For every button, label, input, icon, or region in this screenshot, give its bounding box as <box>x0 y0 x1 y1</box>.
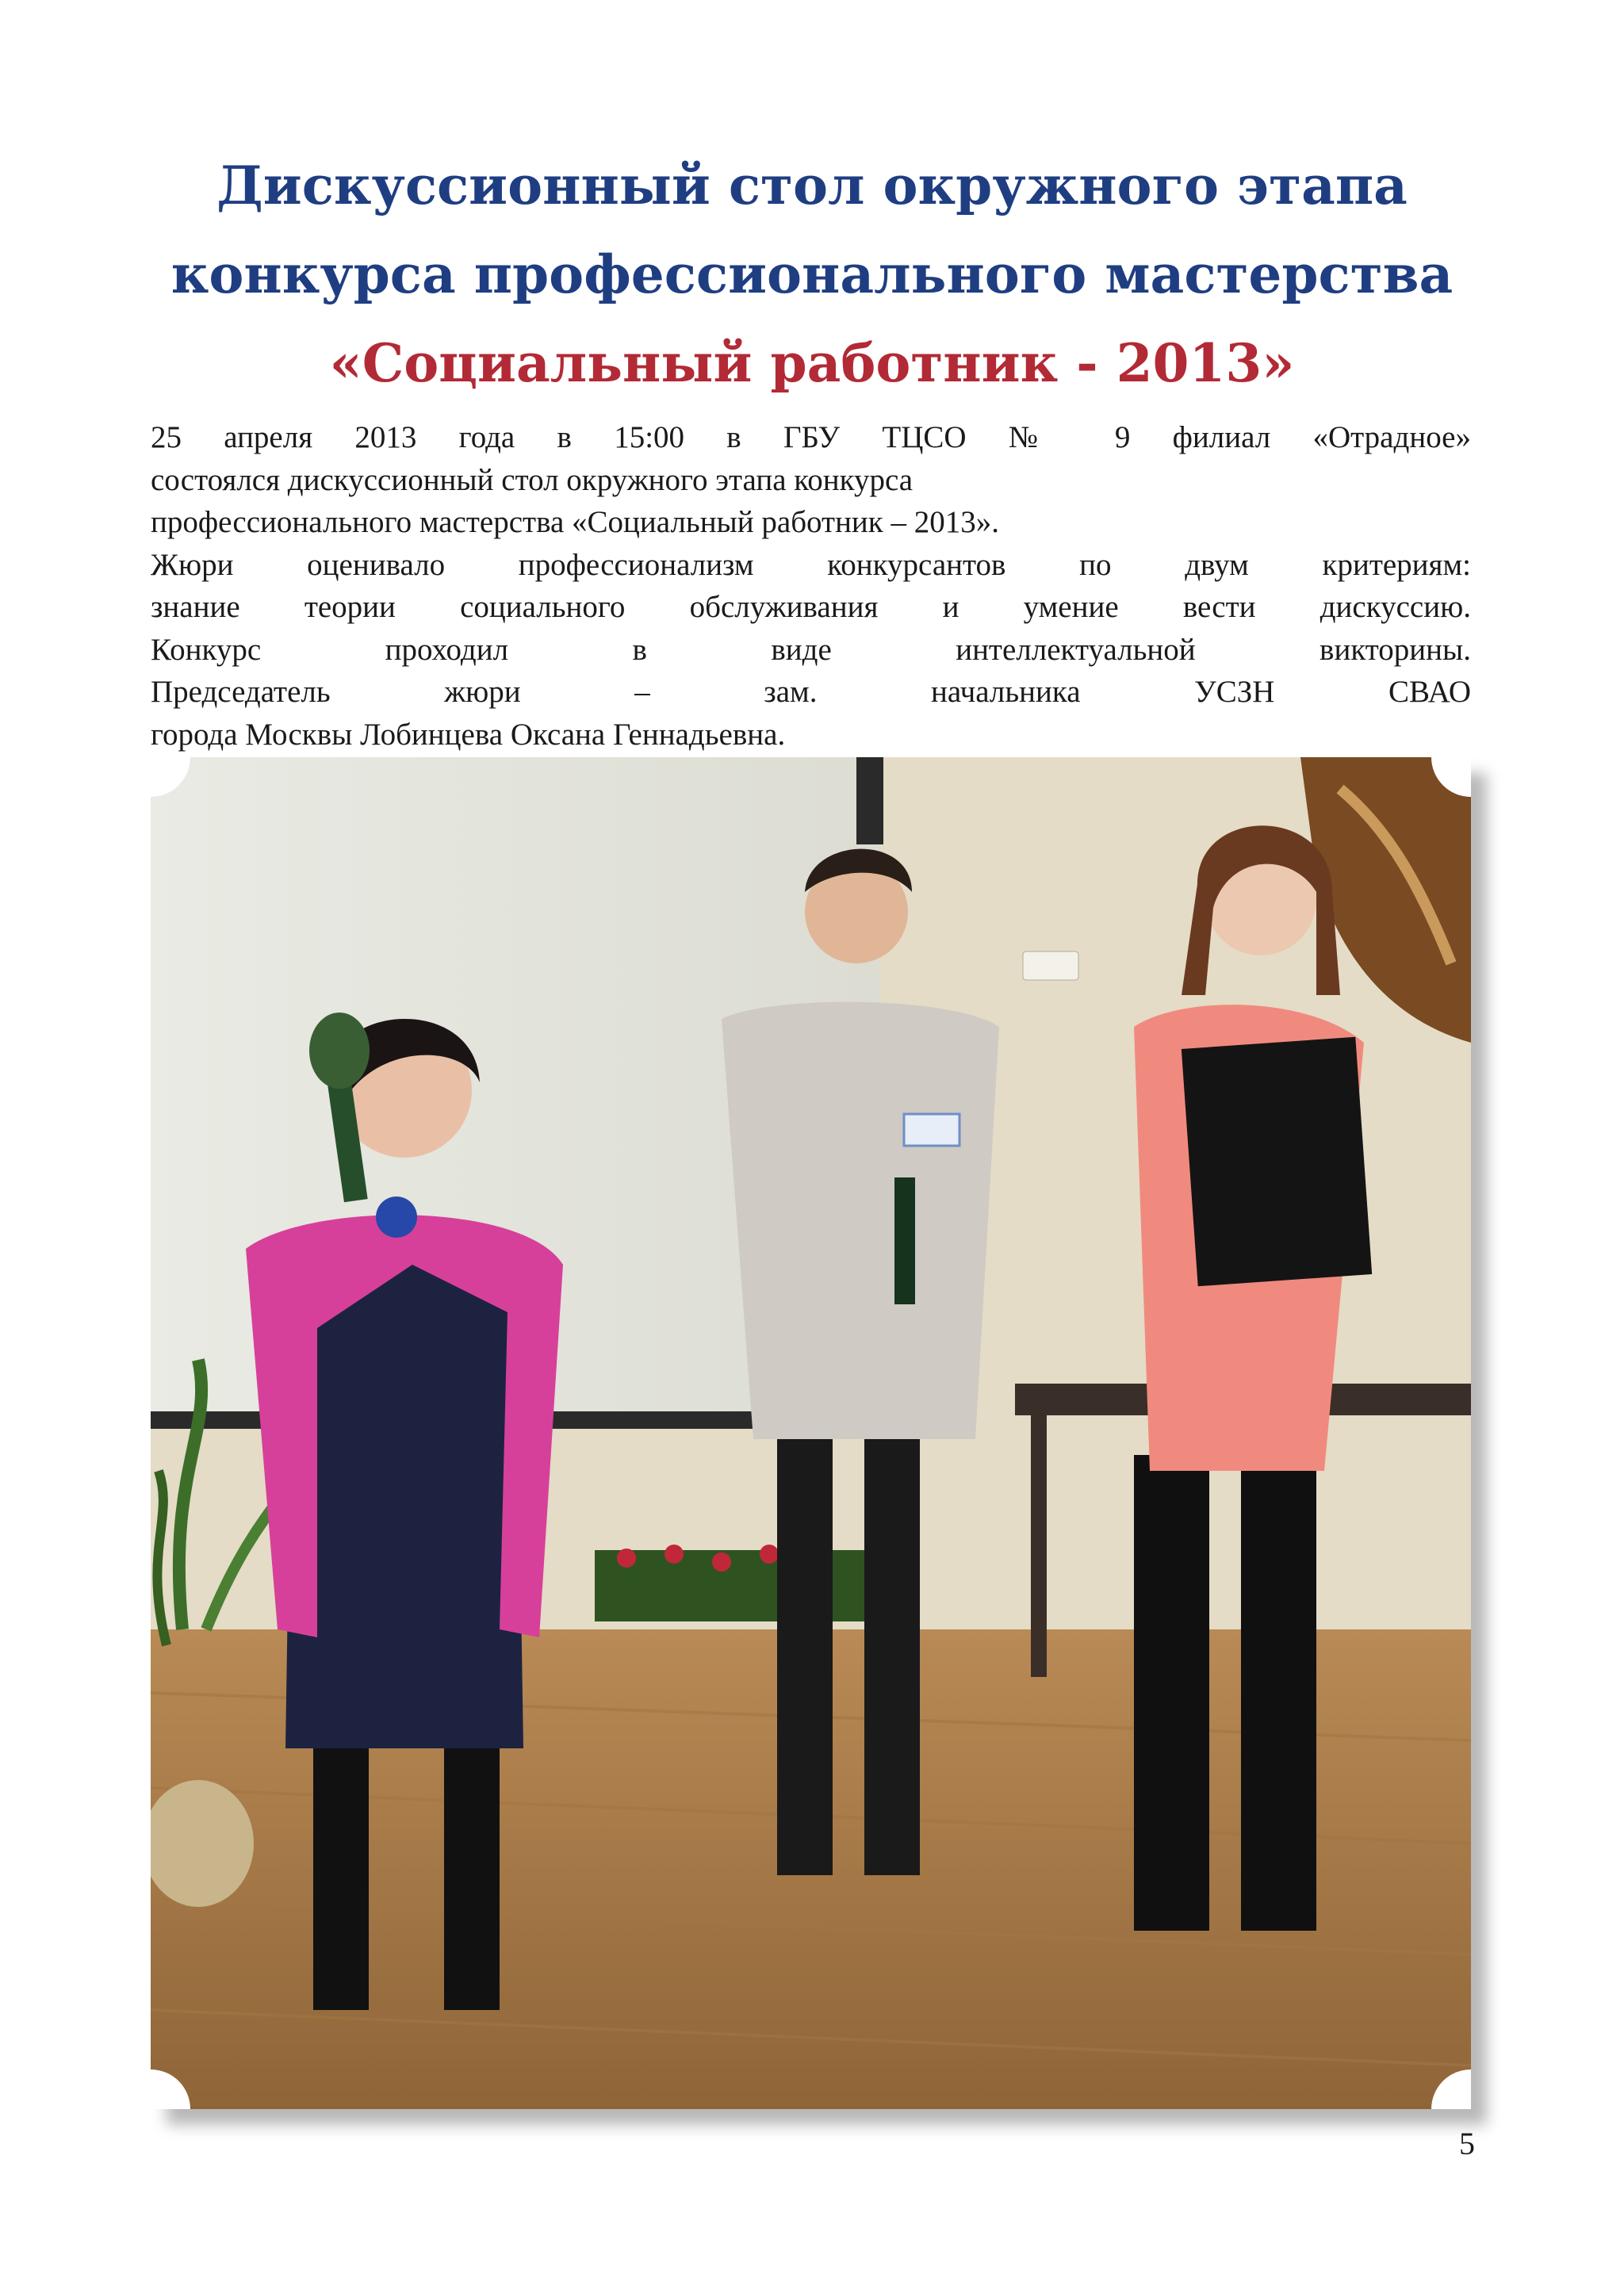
text-line: Жюри оценивало профессионализм конкурсантов по двум критериям: <box>151 547 1471 582</box>
text-line: состоялся дискуссионный стол окружного этапа конкурса <box>151 462 914 497</box>
screen-frame <box>856 757 883 844</box>
event-photo <box>151 757 1471 2109</box>
text-line: знание теории социального обслуживания и умение вести дискуссию. <box>151 590 1471 624</box>
title-line-3: «Социальный работник - 2013» <box>329 332 1295 394</box>
text-line: Председатель жюри – зам. начальника УСЗН СВАО <box>151 675 1471 709</box>
text-line: города Москвы Лобинцева Оксана Геннадьевна. <box>151 717 786 752</box>
text-line: профессионального мастерства «Социальный работник – 2013». <box>151 505 1000 539</box>
photo-illustration <box>151 757 1471 2109</box>
article-text <box>151 416 1471 756</box>
text-line: Конкурс проходил в виде интеллектуальной викторины. <box>151 632 1471 667</box>
title-line-2: конкурса профессионального мастерства <box>170 243 1454 305</box>
wall-outlet <box>1023 951 1078 980</box>
text-line: 25 апреля 2013 года в 15:00 в ГБУ ТЦСО № 9 филиал «Отрадное» <box>151 420 1471 454</box>
flower-bed <box>595 1550 880 1621</box>
title-line-1: Дискуссионный стол окружного этапа <box>216 155 1408 216</box>
page-title <box>0 141 1624 408</box>
page-number: 5 <box>1459 2126 1475 2161</box>
